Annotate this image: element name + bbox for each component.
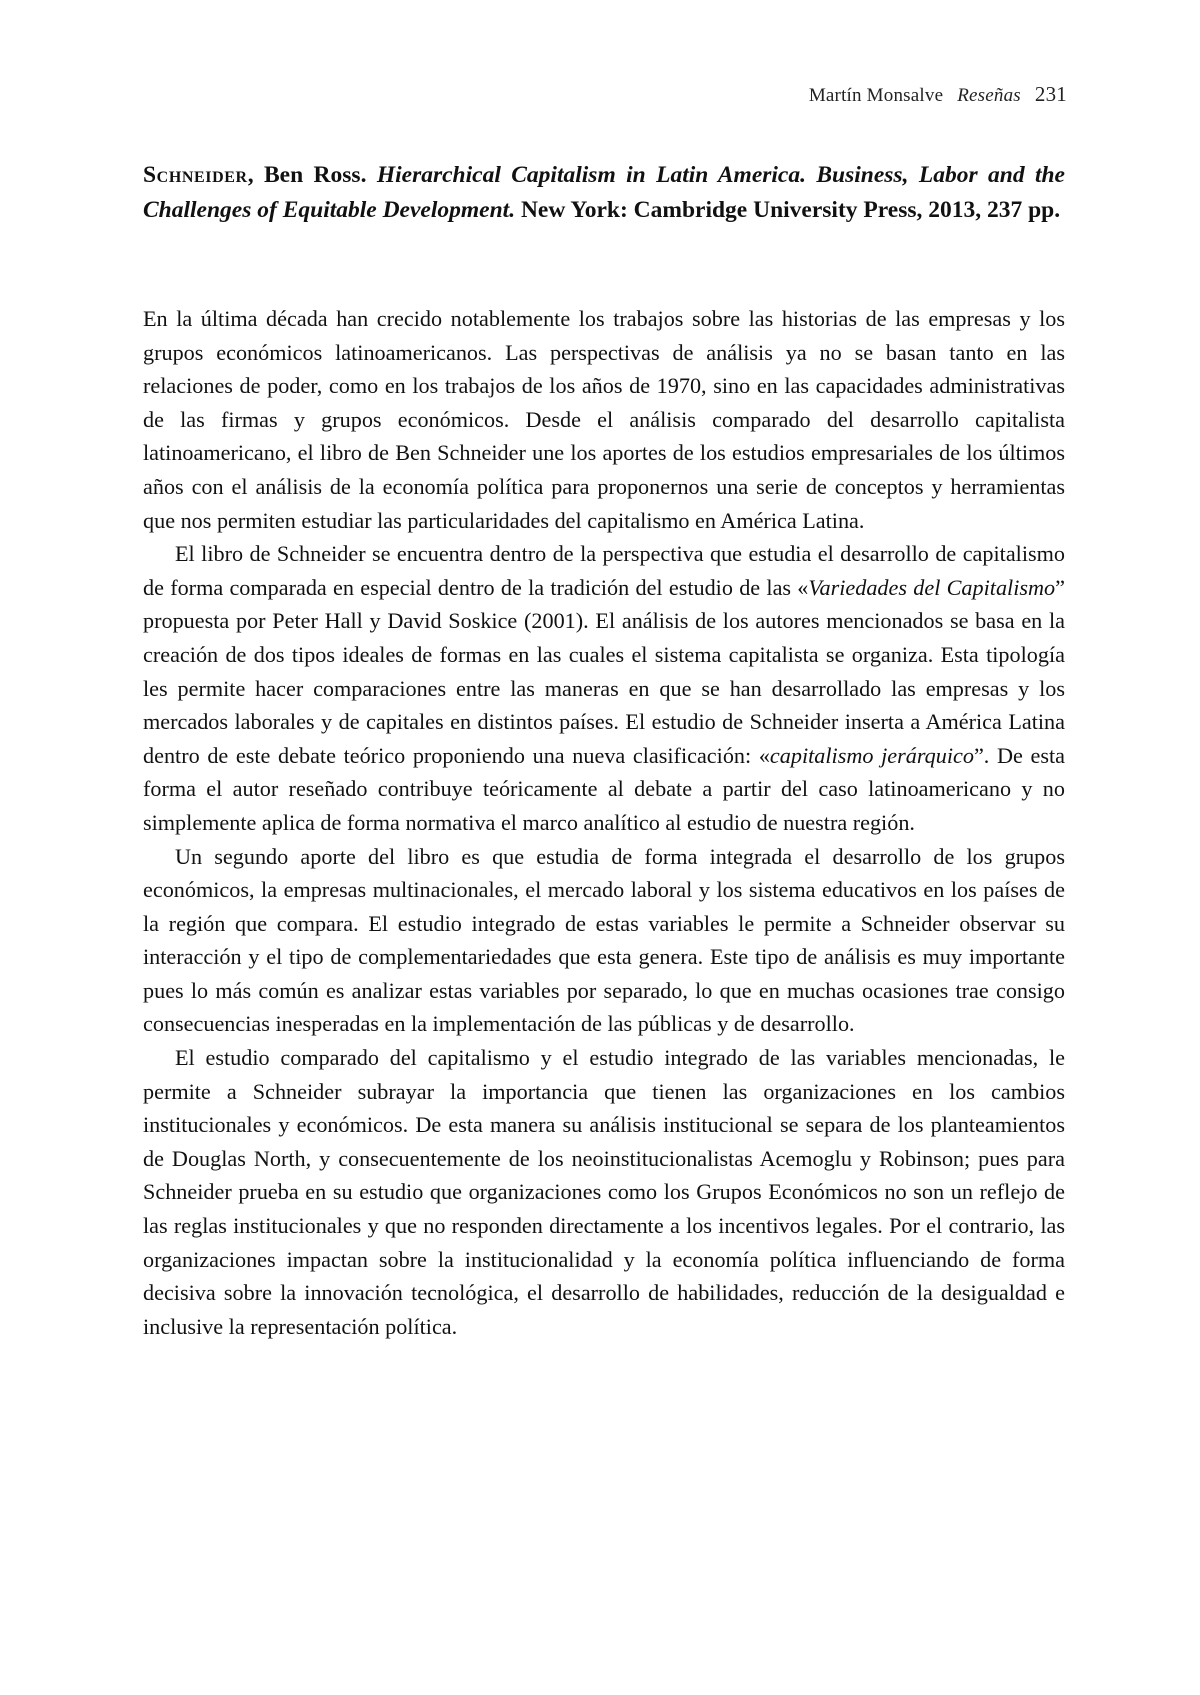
citation-author: Schneider xyxy=(143,162,248,188)
review-body xyxy=(143,302,1065,1343)
paragraph-2-part-b: ” propuesta por Peter Hall y David Soskice (2001). El análisis de los autores mencionados se basa en la creación de dos tipos ideales de formas en las cuales el sistema capitalista se organiza. Esta tipología les permite hacer comparaciones entre las maneras en que se han desarrollado las empresas y los mercados laborales y de capitales en distintos países. El estudio de Schneider inserta a América Latina dentro de este debate teórico proponiendo una nueva clasificación: « xyxy=(143,574,1065,768)
paragraph-2-emphasis-varieties: Variedades del Capitalismo xyxy=(808,574,1056,600)
running-head-author: Martín Monsalve xyxy=(808,85,944,106)
page-number: 231 xyxy=(1034,82,1067,106)
paragraph-3: Un segundo aporte del libro es que estudia de forma integrada el desarrollo de los grupos económicos, la empresas multinacionales, el mercado laboral y los sistema educativos en los países de la región que compara. El estudio integrado de estas variables le permite a Schneider observar su interacción y el tipo de complementariedades que esta genera. Este tipo de análisis es muy importante pues lo más común es analizar estas variables por separado, lo que en muchas ocasiones trae consigo consecuencias inesperadas en la implementación de las públicas y de desarrollo. xyxy=(143,843,1065,1037)
citation-title: Hierarchical Capitalism in Latin America. Business, Labor and the Challenges of Equitable Development. xyxy=(143,162,1065,223)
book-citation xyxy=(143,158,1065,228)
citation-author-rest: , Ben Ross. xyxy=(247,162,377,188)
running-head xyxy=(809,82,1067,107)
paragraph-2-emphasis-hierarchical: capitalismo jerárquico xyxy=(769,742,974,768)
paragraph-1: En la última década han crecido notablemente los trabajos sobre las historias de las empresas y los grupos económicos latinoamericanos. Las perspectivas de análisis ya no se basan tanto en las relaciones de poder, como en los trabajos de los años de 1970, sino en las capacidades administrativas de las firmas y grupos económicos. Desde el análisis comparado del desarrollo capitalista latinoamericano, el libro de Ben Schneider une los aportes de los estudios empresariales de los últimos años con el análisis de la economía política para proponernos una serie de conceptos y herramientas que nos permiten estudiar las particularidades del capitalismo en América Latina. xyxy=(143,306,1065,533)
paragraph-2-part-c: ”. De esta forma el autor reseñado contribuye teóricamente al debate a partir del caso latinoamericano y no simplemente aplica de forma normativa el marco analítico al estudio de nuestra región. xyxy=(143,742,1065,835)
paragraph-2 xyxy=(143,537,1065,839)
citation-publication: New York: Cambridge University Press, 2013, 237 pp. xyxy=(515,197,1061,223)
paragraph-2-part-a: El libro de Schneider se encuentra dentro de la perspectiva que estudia el desarrollo de capitalismo de forma comparada en especial dentro de la tradición del estudio de las « xyxy=(143,541,1065,600)
running-head-section: Reseñas xyxy=(957,85,1021,106)
paragraph-4: El estudio comparado del capitalismo y el estudio integrado de las variables mencionadas, le permite a Schneider subrayar la importancia que tienen las organizaciones en los cambios institucionales y económicos. De esta manera su análisis institucional se separa de los planteamientos de Douglas North, y consecuentemente de los neoinstitucionalistas Acemoglu y Robinson; pues para Schneider prueba en su estudio que organizaciones como los Grupos Económicos no son un reflejo de las reglas institucionales y que no responden directamente a los incentivos legales. Por el contrario, las organizaciones impactan sobre la institucionalidad y la economía política influenciando de forma decisiva sobre la innovación tecnológica, el desarrollo de habilidades, reducción de la desigualdad e inclusive la representación política. xyxy=(143,1045,1065,1339)
